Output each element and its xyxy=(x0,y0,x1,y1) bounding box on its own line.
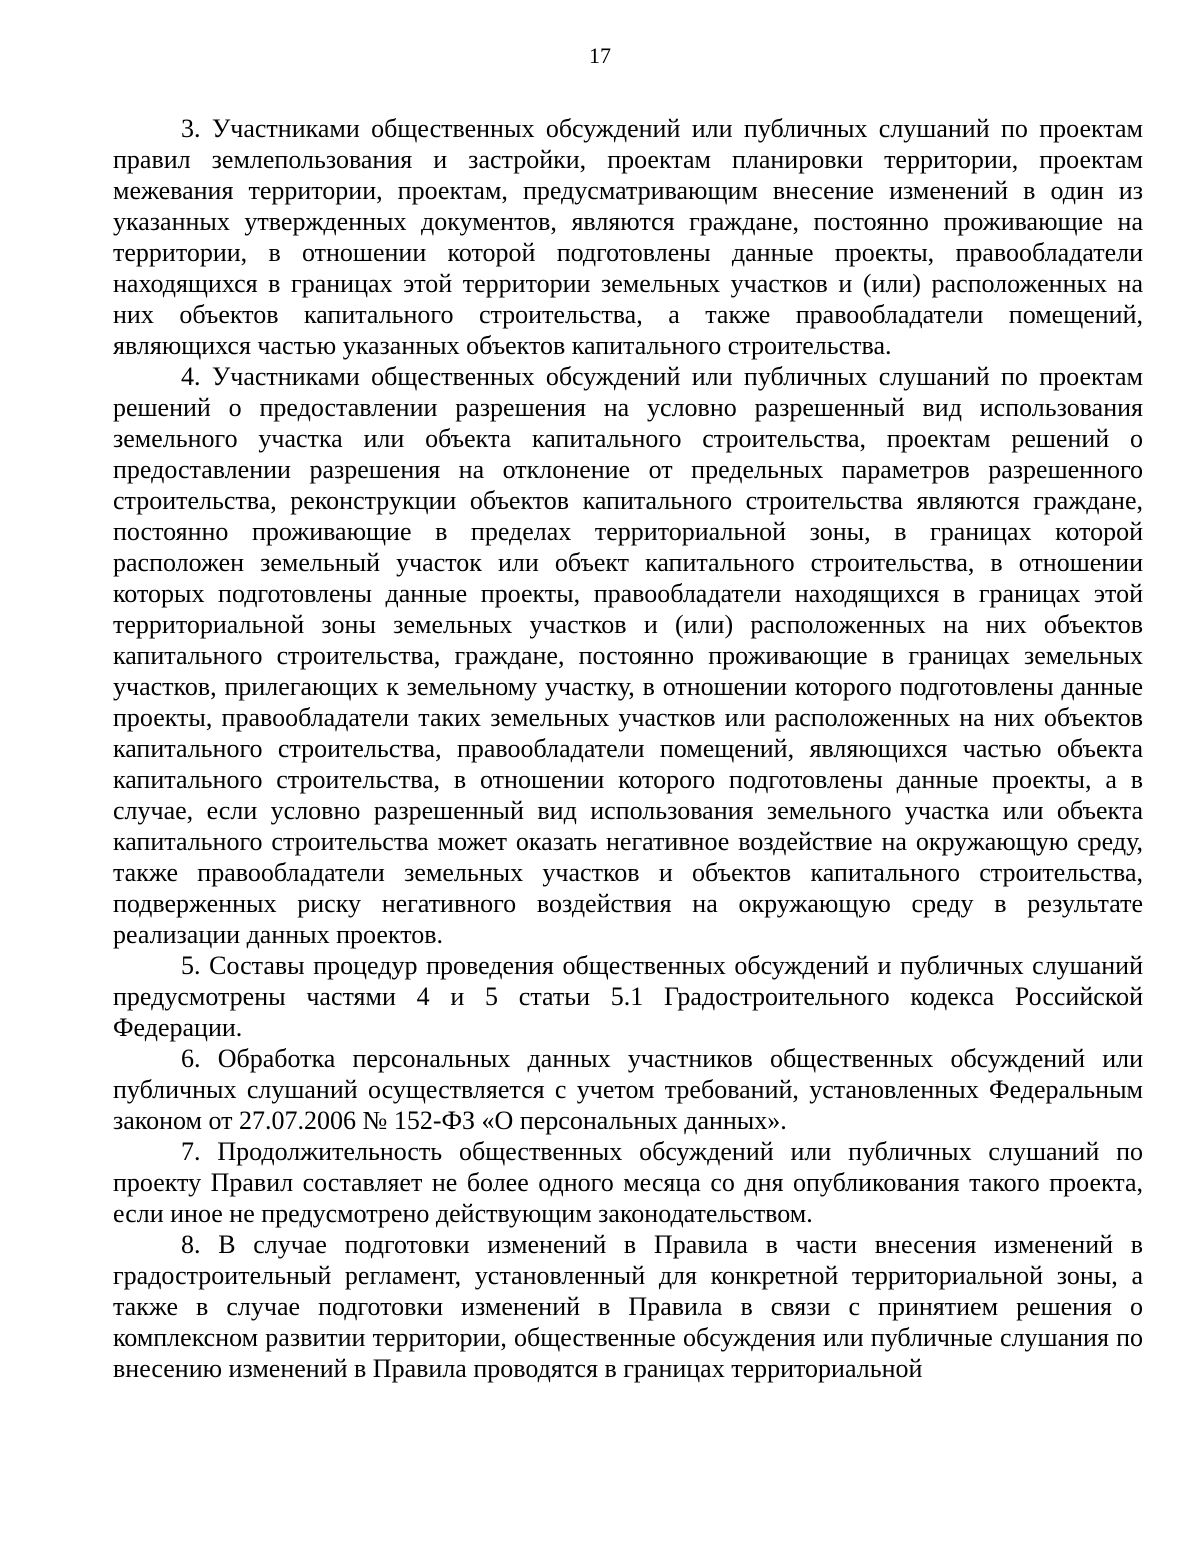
paragraph-8: 8. В случае подготовки изменений в Правила в части внесения изменений в градостроительный регламент, установленный для конкретной территориальной зоны, а также в случае подготовки изменений в Правила в связи с принятием решения о комплексном развитии территории, общественные обсуждения или публичные слушания по внесению изменений в Правила проводятся в границах территориальной xyxy=(113,1230,1143,1383)
page-number: 17 xyxy=(589,43,611,68)
paragraph-5: 5. Составы процедур проведения общественных обсуждений и публичных слушаний предусмотрены частями 4 и 5 статьи 5.1 Градостроительного кодекса Российской Федерации. xyxy=(113,951,1143,1042)
paragraph-4: 4. Участниками общественных обсуждений или публичных слушаний по проектам решений о предоставлении разрешения на условно разрешенный вид использования земельного участка или объекта капитального строительства, проектам решений о предоставлении разрешения на отклонение от предельных параметров разрешенного строительства, реконструкции объектов капитального строительства являются граждане, постоянно проживающие в пределах территориальной зоны, в границах которой расположен земельный участок или объект капитального строительства, в отношении которых подготовлены данные проекты, правообладатели находящихся в границах этой территориальной зоны земельных участков и (или) расположенных на них объектов капитального строительства, граждане, постоянно проживающие в границах земельных участков, прилегающих к земельному участку, в отношении которого подготовлены данные проекты, правообладатели таких земельных участков или расположенных на них объектов капитального строительства, правообладатели помещений, являющихся частью объекта капитального строительства, в отношении которого подготовлены данные проекты, а в случае, если условно разрешенный вид использования земельного участка или объекта капитального строительства может оказать негативное воздействие на окружающую среду, также правообладатели земельных участков и объектов капитального строительства, подверженных риску негативного воздействия на окружающую среду в результате реализации данных проектов. xyxy=(113,362,1143,949)
paragraph-3: 3. Участниками общественных обсуждений или публичных слушаний по проектам правил землепользования и застройки, проектам планировки территории, проектам межевания территории, проектам, предусматривающим внесение изменений в один из указанных утвержденных документов, являются граждане, постоянно проживающие на территории, в отношении которой подготовлены данные проекты, правообладатели находящихся в границах этой территории земельных участков и (или) расположенных на них объектов капитального строительства, а также правообладатели помещений, являющихся частью указанных объектов капитального строительства. xyxy=(113,114,1143,360)
paragraph-7: 7. Продолжительность общественных обсуждений или публичных слушаний по проекту Правил составляет не более одного месяца со дня опубликования такого проекта, если иное не предусмотрено действующим законодательством. xyxy=(113,1137,1143,1228)
paragraph-6: 6. Обработка персональных данных участников общественных обсуждений или публичных слушаний осуществляется с учетом требований, установленных Федеральным законом от 27.07.2006 № 152-ФЗ «О персональных данных». xyxy=(113,1044,1143,1135)
document-body xyxy=(113,113,1143,1384)
